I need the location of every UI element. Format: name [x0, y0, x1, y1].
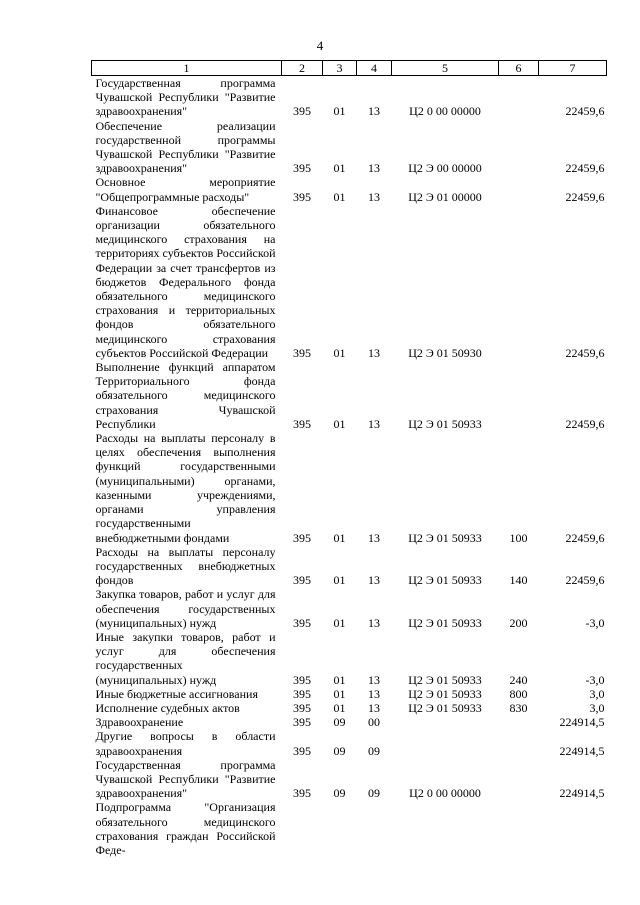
row-target-article: Ц2 Э 01 00000	[408, 189, 482, 204]
row-grbs: 395	[293, 615, 311, 630]
row-expense-type	[499, 800, 539, 857]
row-amount: 22459,6	[565, 416, 605, 431]
row-expense-type: 800	[509, 686, 528, 701]
row-amount: 224914,5	[559, 715, 605, 730]
row-name: Закупка товаров, работ и услуг для обеспечения государственных (муниципальных) нужд	[95, 587, 276, 630]
table-row	[92, 800, 607, 857]
row-subsection: 13	[368, 573, 380, 588]
row-amount: 3,0	[589, 686, 605, 701]
row-amount: 22459,6	[565, 345, 605, 360]
row-target-article: Ц2 Э 01 50933	[408, 686, 482, 701]
row-name: Государственная программа Чувашской Республики "Развитие здравоохранения"	[95, 757, 276, 801]
row-amount: 22459,6	[565, 104, 605, 119]
row-name: Расходы на выплаты персоналу в целях обеспечения выполнения функций государственными (муниципальными) органами, казенными учреждениями, органами управления государственными внебюджетными фондами	[95, 431, 276, 545]
row-expense-type	[499, 119, 539, 176]
row-target-article: Ц2 Э 01 50933	[408, 530, 482, 545]
row-target-article	[392, 729, 499, 757]
budget-table	[91, 60, 607, 857]
row-expense-type	[499, 729, 539, 757]
row-section: 01	[333, 345, 346, 360]
row-expense-type	[499, 758, 539, 801]
row-subsection: 13	[368, 672, 380, 687]
table-row	[92, 360, 607, 431]
row-target-article: Ц2 Э 01 50933	[408, 416, 482, 431]
row-grbs: 395	[293, 786, 311, 801]
header-col-1: 1	[92, 61, 282, 76]
row-section: 09	[333, 786, 346, 801]
row-name: Подпрограмма "Организация обязательного медицинского страхования граждан Российской Феде-	[95, 800, 276, 857]
row-grbs: 395	[293, 416, 311, 431]
row-target-article: Ц2 Э 01 50933	[408, 615, 482, 630]
row-subsection: 09	[368, 786, 380, 801]
row-subsection: 09	[368, 743, 380, 758]
row-expense-type: 140	[509, 573, 528, 588]
row-grbs: 395	[293, 530, 311, 545]
row-name: Расходы на выплаты персоналу государственных внебюджетных фондов	[95, 544, 276, 588]
header-col-6: 6	[499, 61, 539, 76]
row-subsection: 00	[368, 715, 380, 730]
row-expense-type: 100	[509, 530, 528, 545]
table-row	[92, 175, 607, 203]
row-amount: 22459,6	[565, 530, 605, 545]
row-name: Основное мероприятие "Общепрограммные расходы"	[95, 175, 276, 204]
row-subsection: 13	[368, 161, 380, 176]
row-name: Исполнение судебных актов	[95, 700, 240, 715]
row-grbs: 395	[293, 672, 311, 687]
row-section: 01	[333, 686, 346, 701]
row-amount: 224914,5	[559, 743, 605, 758]
row-subsection: 13	[368, 700, 380, 715]
table-row	[92, 715, 607, 729]
row-section: 01	[333, 104, 346, 119]
row-grbs: 395	[293, 743, 311, 758]
row-subsection: 13	[368, 345, 380, 360]
row-target-article: Ц2 Э 00 00000	[408, 161, 482, 176]
row-grbs: 395	[293, 345, 311, 360]
header-row	[92, 61, 607, 76]
header-col-2: 2	[282, 61, 323, 76]
table-row	[92, 630, 607, 687]
header-col-7: 7	[539, 61, 607, 76]
row-subsection: 13	[368, 530, 380, 545]
row-subsection: 13	[368, 104, 380, 119]
table-header	[92, 61, 607, 76]
row-section: 01	[333, 530, 346, 545]
row-expense-type	[499, 204, 539, 360]
row-name: Финансовое обеспечение организации обязательного медицинского страхования на территориях субъектов Российской Федерации за счет трансфертов из бюджетов Федерального фонда обязательного медицинского страхования и территориальных фондов обязательного медицинского страхования субъектов Российской Федерации	[95, 203, 276, 360]
row-target-article: Ц2 0 00 00000	[409, 786, 481, 801]
row-name: Иные бюджетные ассигнования	[95, 686, 258, 701]
table-body	[92, 76, 607, 858]
table-row	[92, 701, 607, 715]
page-number: 4	[316, 38, 324, 53]
row-section	[323, 800, 357, 857]
row-section: 01	[333, 615, 346, 630]
row-section: 01	[333, 573, 346, 588]
row-section: 01	[333, 700, 346, 715]
header-col-3: 3	[323, 61, 357, 76]
row-target-article: Ц2 Э 01 50933	[408, 672, 482, 687]
row-subsection: 13	[368, 189, 380, 204]
row-section: 09	[333, 743, 346, 758]
row-grbs: 395	[293, 686, 311, 701]
row-name: Здравоохранение	[95, 715, 184, 730]
row-grbs	[282, 800, 323, 857]
table-row	[92, 76, 607, 119]
row-section: 09	[333, 715, 346, 730]
row-target-article: Ц2 0 00 00000	[409, 104, 481, 119]
row-section: 01	[333, 672, 346, 687]
table-row	[92, 729, 607, 757]
row-name: Иные закупки товаров, работ и услуг для обеспечения государственных (муниципальных) нужд	[95, 629, 276, 687]
header-col-4: 4	[357, 61, 392, 76]
row-name: Обеспечение реализации государственной программы Чувашской Республики "Развитие здравоохранения"	[95, 118, 276, 176]
row-expense-type: 830	[509, 700, 528, 715]
row-amount	[539, 800, 607, 857]
table-row	[92, 687, 607, 701]
row-target-article: Ц2 Э 01 50930	[408, 345, 482, 360]
row-target-article	[392, 800, 499, 857]
row-subsection: 13	[368, 686, 380, 701]
row-name: Государственная программа Чувашской Республики "Развитие здравоохранения"	[95, 76, 276, 119]
row-grbs: 395	[293, 573, 311, 588]
row-expense-type: 240	[509, 672, 528, 687]
header-col-5: 5	[392, 61, 499, 76]
row-amount: 22459,6	[565, 161, 605, 176]
row-subsection	[357, 800, 392, 857]
row-expense-type	[499, 360, 539, 431]
row-name: Другие вопросы в области здравоохранения	[95, 729, 276, 758]
row-section: 01	[333, 161, 346, 176]
row-grbs: 395	[293, 104, 311, 119]
row-amount: 22459,6	[565, 189, 605, 204]
row-amount: -3,0	[585, 672, 605, 687]
row-grbs: 395	[293, 700, 311, 715]
row-target-article: Ц2 Э 01 50933	[408, 700, 482, 715]
table-row	[92, 758, 607, 801]
row-subsection: 13	[368, 615, 380, 630]
table-row	[92, 545, 607, 588]
row-grbs: 395	[293, 715, 311, 730]
row-name: Выполнение функций аппаратом Территориального фонда обязательного медицинского страхования Чувашской Республики	[95, 360, 276, 431]
row-grbs: 395	[293, 189, 311, 204]
row-grbs: 395	[293, 161, 311, 176]
table-row	[92, 119, 607, 176]
row-amount: 3,0	[589, 700, 605, 715]
row-subsection: 13	[368, 416, 380, 431]
row-target-article	[392, 715, 499, 729]
row-amount: 22459,6	[565, 573, 605, 588]
row-amount: -3,0	[585, 615, 605, 630]
table-row	[92, 431, 607, 545]
row-section: 01	[333, 416, 346, 431]
row-expense-type: 200	[509, 615, 528, 630]
row-expense-type	[499, 715, 539, 729]
table-row	[92, 204, 607, 360]
row-expense-type	[499, 76, 539, 119]
row-amount: 224914,5	[559, 786, 605, 801]
row-expense-type	[499, 175, 539, 203]
table-row	[92, 587, 607, 630]
row-section: 01	[333, 189, 346, 204]
row-target-article: Ц2 Э 01 50933	[408, 573, 482, 588]
